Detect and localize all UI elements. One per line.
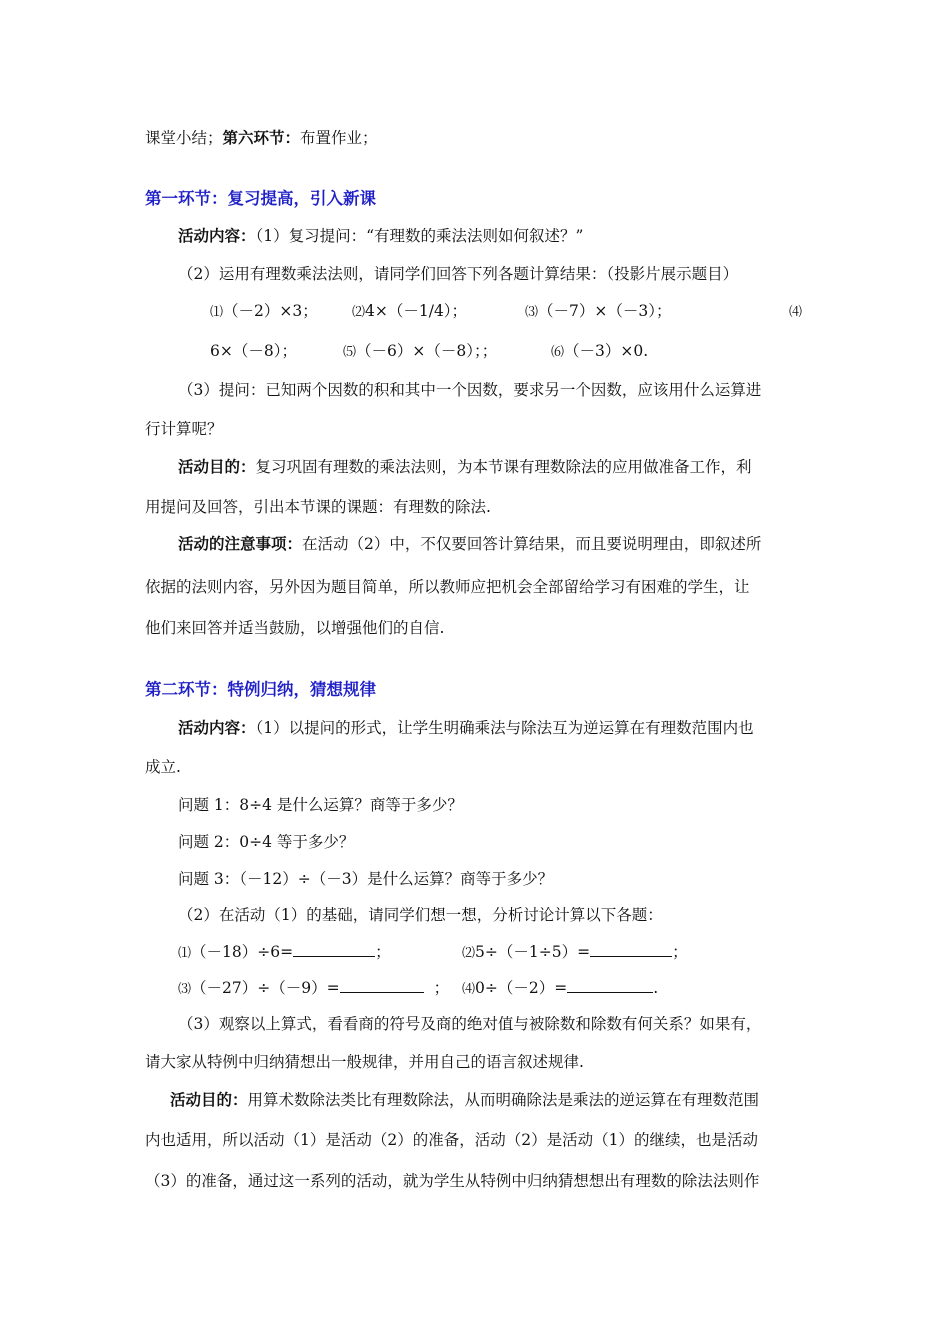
purpose-label: 活动目的：	[170, 1090, 248, 1109]
exercise-text: （－3）×0.	[564, 342, 649, 360]
blank-exercise-4: ⑷0÷（－2）= .	[462, 979, 659, 997]
section1-item3-line2: 行计算呢？	[145, 420, 223, 438]
exercise-text: （－6）×（－8）；；	[356, 342, 498, 360]
activity-content-text: （1）复习提问：“有理数的乘法法则如何叙述？”	[255, 227, 584, 245]
exercise-3	[525, 301, 671, 323]
exercise-text: （－2）×3；	[223, 302, 318, 320]
exercise-number: ⑸	[343, 345, 357, 360]
section2-item2: （2）在活动（1）的基础，请同学们想一想，分析讨论计算以下各题：	[178, 906, 663, 924]
question-3: 问题 3：（－12）÷（－3）是什么运算？商等于多少？	[178, 870, 554, 888]
section1-notes-line3: 他们来回答并适当鼓励，以增强他们的自信.	[145, 619, 445, 637]
blank-exercise-2: ⑵5÷（－1÷5）= ；	[462, 943, 688, 961]
intro-bold-text: 第六环节：	[222, 128, 301, 147]
section1-heading: 第一环节：复习提高，引入新课	[145, 189, 376, 208]
intro-pre-text: 课堂小结；	[145, 129, 223, 147]
section2-heading: 第二环节：特例归纳，猜想规律	[145, 680, 376, 699]
exercise-2	[352, 301, 467, 323]
section1-purpose-line2: 用提问及回答，引出本节课的课题：有理数的除法.	[145, 498, 491, 516]
answer-blank[interactable]	[590, 941, 672, 957]
exercise-5	[343, 341, 497, 363]
exercise-number: ⑶	[525, 305, 539, 320]
section2-purpose-line1: 活动目的：用算术数除法类比有理数除法，从而明确除法是乘法的逆运算在有理数范围	[170, 1090, 760, 1109]
exercise-number: ⑶	[178, 982, 192, 997]
section2-activity-line2: 成立.	[145, 758, 181, 776]
exercise-number: ⑴	[210, 305, 224, 320]
intro-line	[145, 128, 378, 148]
section2-purpose-line3: （3）的准备，通过这一系列的活动，就为学生从特例中归纳猜想想出有理数的除法法则作	[145, 1172, 760, 1190]
answer-blank[interactable]	[293, 941, 375, 957]
exercise-1	[210, 301, 318, 323]
exercise-number: ⑹	[551, 345, 565, 360]
exercise-text: （－18）÷6=	[191, 943, 294, 961]
answer-blank[interactable]	[567, 977, 653, 993]
section1-purpose-line1: 活动目的：复习巩固有理数的乘法法则，为本节课有理数除法的应用做准备工作，利	[178, 457, 752, 476]
exercise-6	[551, 341, 648, 363]
exercise-text: （－7）×（－3）；	[538, 302, 672, 320]
blank-exercise-1: ⑴（－18）÷6= ；	[178, 943, 391, 961]
exercise-text: 4×（－1/4）；	[365, 302, 468, 320]
exercise-4-text: 6×（－8）；	[210, 342, 297, 360]
exercise-number: ⑵	[462, 946, 476, 961]
answer-blank[interactable]	[340, 977, 424, 993]
section1-item2: （2）运用有理数乘法法则，请同学们回答下列各题计算结果：（投影片展示题目）	[178, 265, 739, 283]
exercise-number: ⑷	[462, 982, 476, 997]
notes-label: 活动的注意事项：	[178, 534, 303, 553]
question-1: 问题 1：8÷4 是什么运算？商等于多少？	[178, 796, 463, 814]
activity-content-label: 活动内容：	[178, 718, 256, 737]
exercise-number: ⑵	[352, 305, 366, 320]
section1-notes-line2: 依据的法则内容，另外因为题目简单，所以教师应把机会全部留给学习有困难的学生，让	[145, 578, 750, 596]
intro-post-text: 布置作业；	[300, 129, 378, 147]
section2-activity-line1: 活动内容：（1）以提问的形式，让学生明确乘法与除法互为逆运算在有理数范围内也	[178, 718, 754, 737]
question-2: 问题 2：0÷4 等于多少？	[178, 833, 355, 851]
section2-purpose-line2: 内也适用，所以活动（1）是活动（2）的准备，活动（2）是活动（1）的继续，也是活动	[145, 1131, 758, 1149]
activity-content-label: 活动内容：	[178, 226, 256, 245]
section2-item3-line1: （3）观察以上算式，看看商的符号及商的绝对值与被除数和除数有何关系？如果有，	[178, 1015, 762, 1033]
section2-item3-line2: 请大家从特例中归纳猜想出一般规律，并用自己的语言叙述规律.	[145, 1053, 584, 1071]
exercise-text: （－27）÷（－9）=	[191, 979, 340, 997]
exercise-text: 0÷（－2）=	[475, 979, 568, 997]
exercise-number: ⑴	[178, 946, 192, 961]
exercise-4-number: ⑷	[789, 305, 803, 320]
section1-item3-line1: （3）提问：已知两个因数的积和其中一个因数，要求另一个因数，应该用什么运算进	[178, 381, 762, 399]
blank-exercise-3: ⑶（－27）÷（－9）= ；	[178, 979, 450, 997]
section1-notes-line1: 活动的注意事项：在活动（2）中，不仅要回答计算结果，而且要说明理由，即叙述所	[178, 534, 762, 553]
section1-activity-content	[178, 226, 583, 246]
exercise-text: 5÷（－1÷5）=	[475, 943, 591, 961]
purpose-label: 活动目的：	[178, 457, 256, 476]
